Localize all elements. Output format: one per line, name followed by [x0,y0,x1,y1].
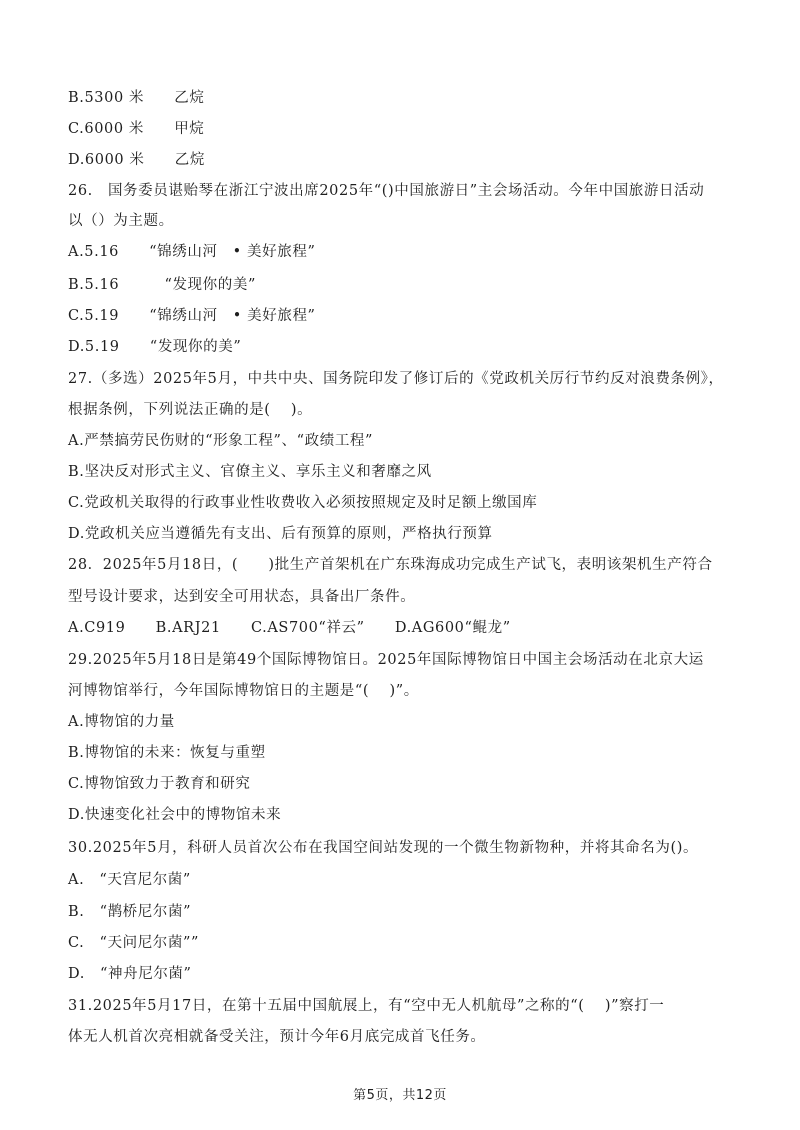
option-line: D.5.19 “发现你的美” [68,339,242,355]
question-31-cont: 体无人机首次亮相就备受关注，预计今年6月底完成首飞任务。 [68,1029,486,1045]
page-footer: 第5页，共12页 [353,1088,447,1103]
option-line: A.博物馆的力量 [68,714,175,730]
option-line: B.5300 米 乙烷 [68,90,205,106]
option-line: C.5.19 “锦绣山河 • 美好旅程” [68,308,316,324]
option-line: B. “鹊桥尼尔菌” [68,904,192,920]
question-28: 28．2025年5月18日，( )批生产首架机在广东珠海成功完成生产试飞，表明该架机生产符合 [68,557,713,573]
option-line: D.快速变化社会中的博物馆未来 [68,807,282,823]
option-line: B.坚决反对形式主义、官僚主义、享乐主义和奢靡之风 [68,464,432,480]
option-line: C. “天问尼尔菌”” [68,935,200,951]
question-26: 26. 国务委员谌贻琴在浙江宁波出席2025年“()中国旅游日”主会场活动。今年中国旅游日活动 [68,183,705,199]
question-28-cont: 型号设计要求，达到安全可用状态，具备出厂条件。 [68,589,416,605]
question-27-cont: 根据条例，下列说法正确的是( )。 [68,402,313,418]
option-line: C.6000 米 甲烷 [68,121,205,137]
option-line: C.博物馆致力于教育和研究 [68,776,251,792]
option-line: D. “神舟尼尔菌” [68,966,192,982]
option-line: A.严禁搞劳民伤财的“形象工程”、“政绩工程” [68,433,374,449]
question-27: 27.（多选）2025年5月，中共中央、国务院印发了修订后的《党政机关厉行节约反对浪费条例》， [68,371,724,387]
option-line: D.6000 米 乙烷 [68,152,205,168]
question-29-cont: 河博物馆举行，今年国际博物馆日的主题是“( )”。 [68,683,419,699]
option-line: D.党政机关应当遵循先有支出、后有预算的原则，严格执行预算 [68,526,493,542]
question-30: 30.2025年5月，科研人员首次公布在我国空间站发现的一个微生物新物种，并将其命名为()。 [68,840,699,856]
option-line: A.5.16 “锦绣山河 • 美好旅程” [68,244,316,260]
option-line: B.5.16 “发现你的美” [68,277,256,293]
question-26-cont: 以（）为主题。 [68,213,174,229]
question-31: 31.2025年5月17日，在第十五届中国航展上，有“空中无人机航母”之称的“( )”察打一 [68,998,665,1014]
question-29: 29.2025年5月18日是第49个国际博物馆日。2025年国际博物馆日中国主会场活动在北京大运 [68,652,704,668]
option-line: A. “天宫尼尔菌” [68,872,191,888]
option-line: C.党政机关取得的行政事业性收费收入必须按照规定及时足额上缴国库 [68,495,538,511]
option-line: A.C919 B.ARJ21 C.AS700“祥云” D.AG600“鲲龙” [68,620,511,636]
option-line: B.博物馆的未来：恢复与重塑 [68,745,266,761]
